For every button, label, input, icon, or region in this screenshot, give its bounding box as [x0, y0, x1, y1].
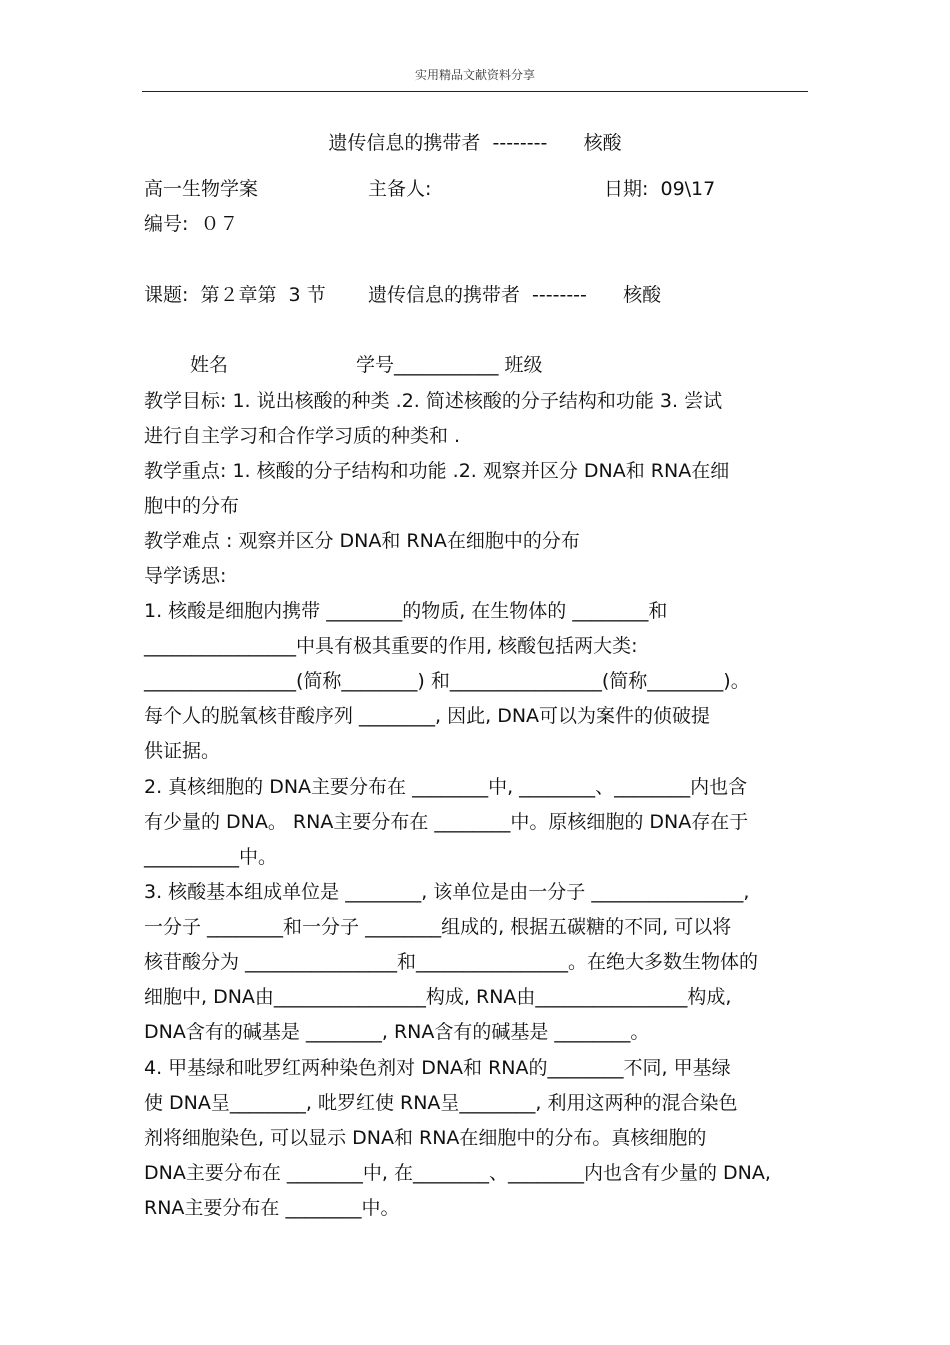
- header-rule: [142, 91, 808, 92]
- body-line: 教学难点 : 观察并区分 DNA和 RNA在细胞中的分布: [144, 530, 580, 552]
- question-3-line: 一分子 ________和一分子 ________组成的, 根据五碳糖的不同, 可以将: [144, 916, 732, 938]
- question-2-line: __________中。: [144, 846, 278, 868]
- question-1-line: 1. 核酸是细胞内携带 ________的物质, 在生物体的 ________和: [144, 600, 668, 622]
- question-1-line: ________________(简称________) 和________________(简称________)。: [144, 670, 750, 692]
- question-4-line: 使 DNA呈________, 吡罗红使 RNA呈________, 利用这两种的混合染色: [144, 1092, 738, 1114]
- body-line: 导学诱思:: [144, 565, 227, 587]
- question-3-line: DNA含有的碱基是 ________, RNA含有的碱基是 ________。: [144, 1021, 650, 1043]
- question-3-line: 细胞中, DNA由________________构成, RNA由________________构成,: [144, 986, 732, 1008]
- body-line: 教学目标: 1. 说出核酸的种类 .2. 简述核酸的分子结构和功能 3. 尝试: [144, 390, 723, 412]
- body-line: 进行自主学习和合作学习质的种类和 .: [144, 425, 461, 447]
- question-4-line: RNA主要分布在 ________中。: [144, 1197, 400, 1219]
- question-4-line: 剂将细胞染色, 可以显示 DNA和 RNA在细胞中的分布。真核细胞的: [144, 1127, 707, 1149]
- course-label: 高一生物学案: [144, 178, 259, 200]
- question-2-line: 有少量的 DNA。 RNA主要分布在 ________中。原核细胞的 DNA存在于: [144, 811, 749, 833]
- question-3-line: 核苷酸分为 ________________和________________。在绝大多数生物体的: [144, 951, 759, 973]
- date-label: 日期: 09\17: [604, 178, 716, 200]
- number-label: 编号: ０７: [144, 213, 239, 235]
- name-field-label: 姓名: [190, 354, 229, 376]
- student-number-class-line: 学号___________ 班级: [356, 354, 543, 376]
- question-2-line: 2. 真核细胞的 DNA主要分布在 ________中, ________、________内也含: [144, 776, 748, 798]
- question-1-line: 供证据。: [144, 740, 221, 762]
- question-3-line: 3. 核酸基本组成单位是 ________, 该单位是由一分子 ________________,: [144, 881, 750, 903]
- preparer-label: 主备人:: [368, 178, 432, 200]
- document-title: 遗传信息的携带者 -------- 核酸: [328, 132, 622, 154]
- question-1-line: ________________中具有极其重要的作用, 核酸包括两大类:: [144, 635, 638, 657]
- question-4-line: DNA主要分布在 ________中, 在________、________内也含有少量的 DNA,: [144, 1162, 771, 1184]
- body-line: 教学重点: 1. 核酸的分子结构和功能 .2. 观察并区分 DNA和 RNA在细: [144, 460, 730, 482]
- body-line: 胞中的分布: [144, 495, 240, 517]
- question-1-line: 每个人的脱氧核苷酸序列 ________, 因此, DNA可以为案件的侦破提: [144, 705, 711, 727]
- topic-line: 课题: 第２章第 3 节 遗传信息的携带者 -------- 核酸: [144, 284, 662, 306]
- page-header: 实用精品文献资料分享: [414, 68, 535, 82]
- question-4-line: 4. 甲基绿和吡罗红两种染色剂对 DNA和 RNA的________不同, 甲基绿: [144, 1057, 731, 1079]
